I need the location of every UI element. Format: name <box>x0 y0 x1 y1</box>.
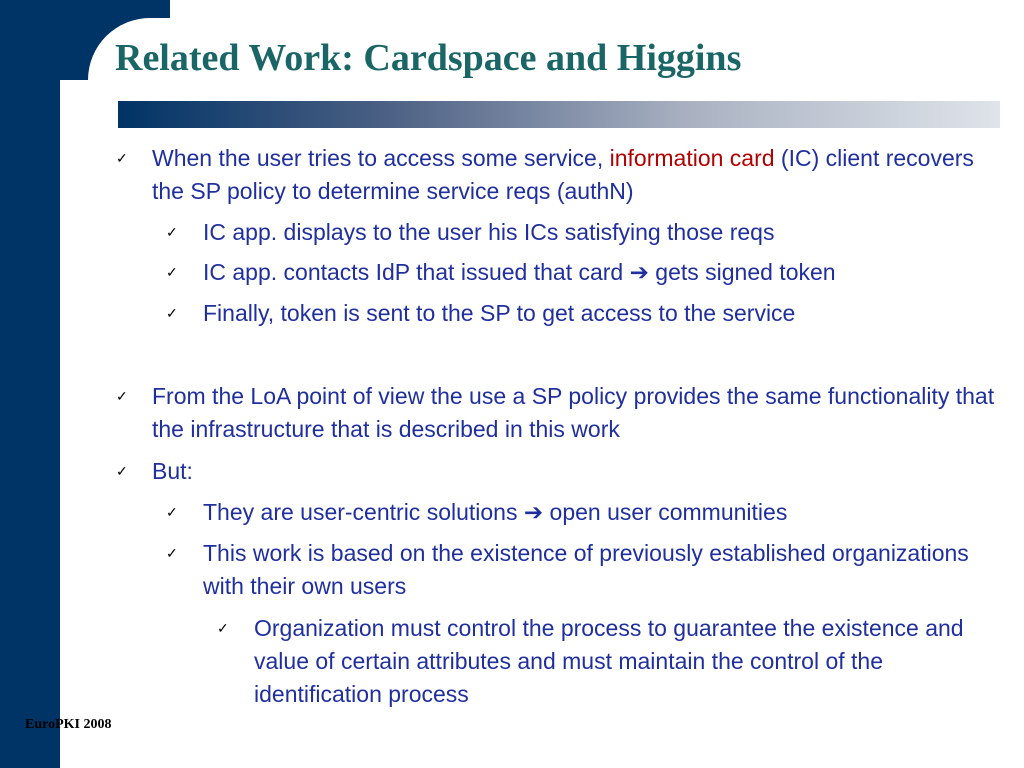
bullet-token-sent <box>166 297 1003 330</box>
bullet-loa-point <box>116 380 1002 446</box>
checkmark-icon: ✓ <box>166 264 178 280</box>
bullet-information-card <box>116 142 1002 208</box>
checkmark-icon: ✓ <box>166 305 178 321</box>
checkmark-icon: ✓ <box>116 150 128 166</box>
right-arrow-icon: ➔ <box>629 259 649 285</box>
checkmark-icon: ✓ <box>116 463 128 479</box>
checkmark-icon: ✓ <box>166 504 178 520</box>
checkmark-icon: ✓ <box>217 620 229 636</box>
right-arrow-icon: ➔ <box>523 499 544 525</box>
bullet-user-centric <box>166 496 1003 529</box>
bullet-text: When the user tries to access some service, <box>152 145 610 171</box>
checkmark-icon: ✓ <box>116 388 128 404</box>
bullet-text: But: <box>152 458 193 484</box>
bullet-text: They are user-centric solutions <box>203 499 524 525</box>
bullet-text: open user communities <box>543 499 788 525</box>
checkmark-icon: ✓ <box>166 224 178 240</box>
slide-title: Related Work: Cardspace and Higgins <box>115 37 742 79</box>
bullet-but <box>116 455 1002 488</box>
bullet-text: IC app. displays to the user his ICs satisfying those reqs <box>203 219 775 245</box>
bullet-ic-displays <box>166 216 1003 249</box>
checkmark-icon: ✓ <box>166 545 178 561</box>
bullet-text: (IC) client recovers the SP policy to determine service reqs (authN) <box>152 145 974 204</box>
bullet-text: From the LoA point of view the use a SP policy provides the same functionality that the infrastructure that is described in this work <box>152 383 995 442</box>
bullet-ic-contacts-idp <box>166 256 1003 289</box>
bullet-established-orgs <box>166 537 1003 603</box>
bullet-text: Finally, token is sent to the SP to get access to the service <box>203 300 796 326</box>
bullet-organization-control <box>217 612 1004 711</box>
bullet-text: This work is based on the existence of previously established organizations with their own users <box>203 540 969 599</box>
highlighted-term: information card <box>609 145 775 171</box>
bullet-text: Organization must control the process to guarantee the existence and value of certain attributes and must maintain the control of the identification process <box>254 615 964 707</box>
footer-label: EuroPKI 2008 <box>25 717 112 732</box>
bullet-text: gets signed token <box>648 259 836 285</box>
bullet-text: IC app. contacts IdP that issued that card <box>203 259 630 285</box>
